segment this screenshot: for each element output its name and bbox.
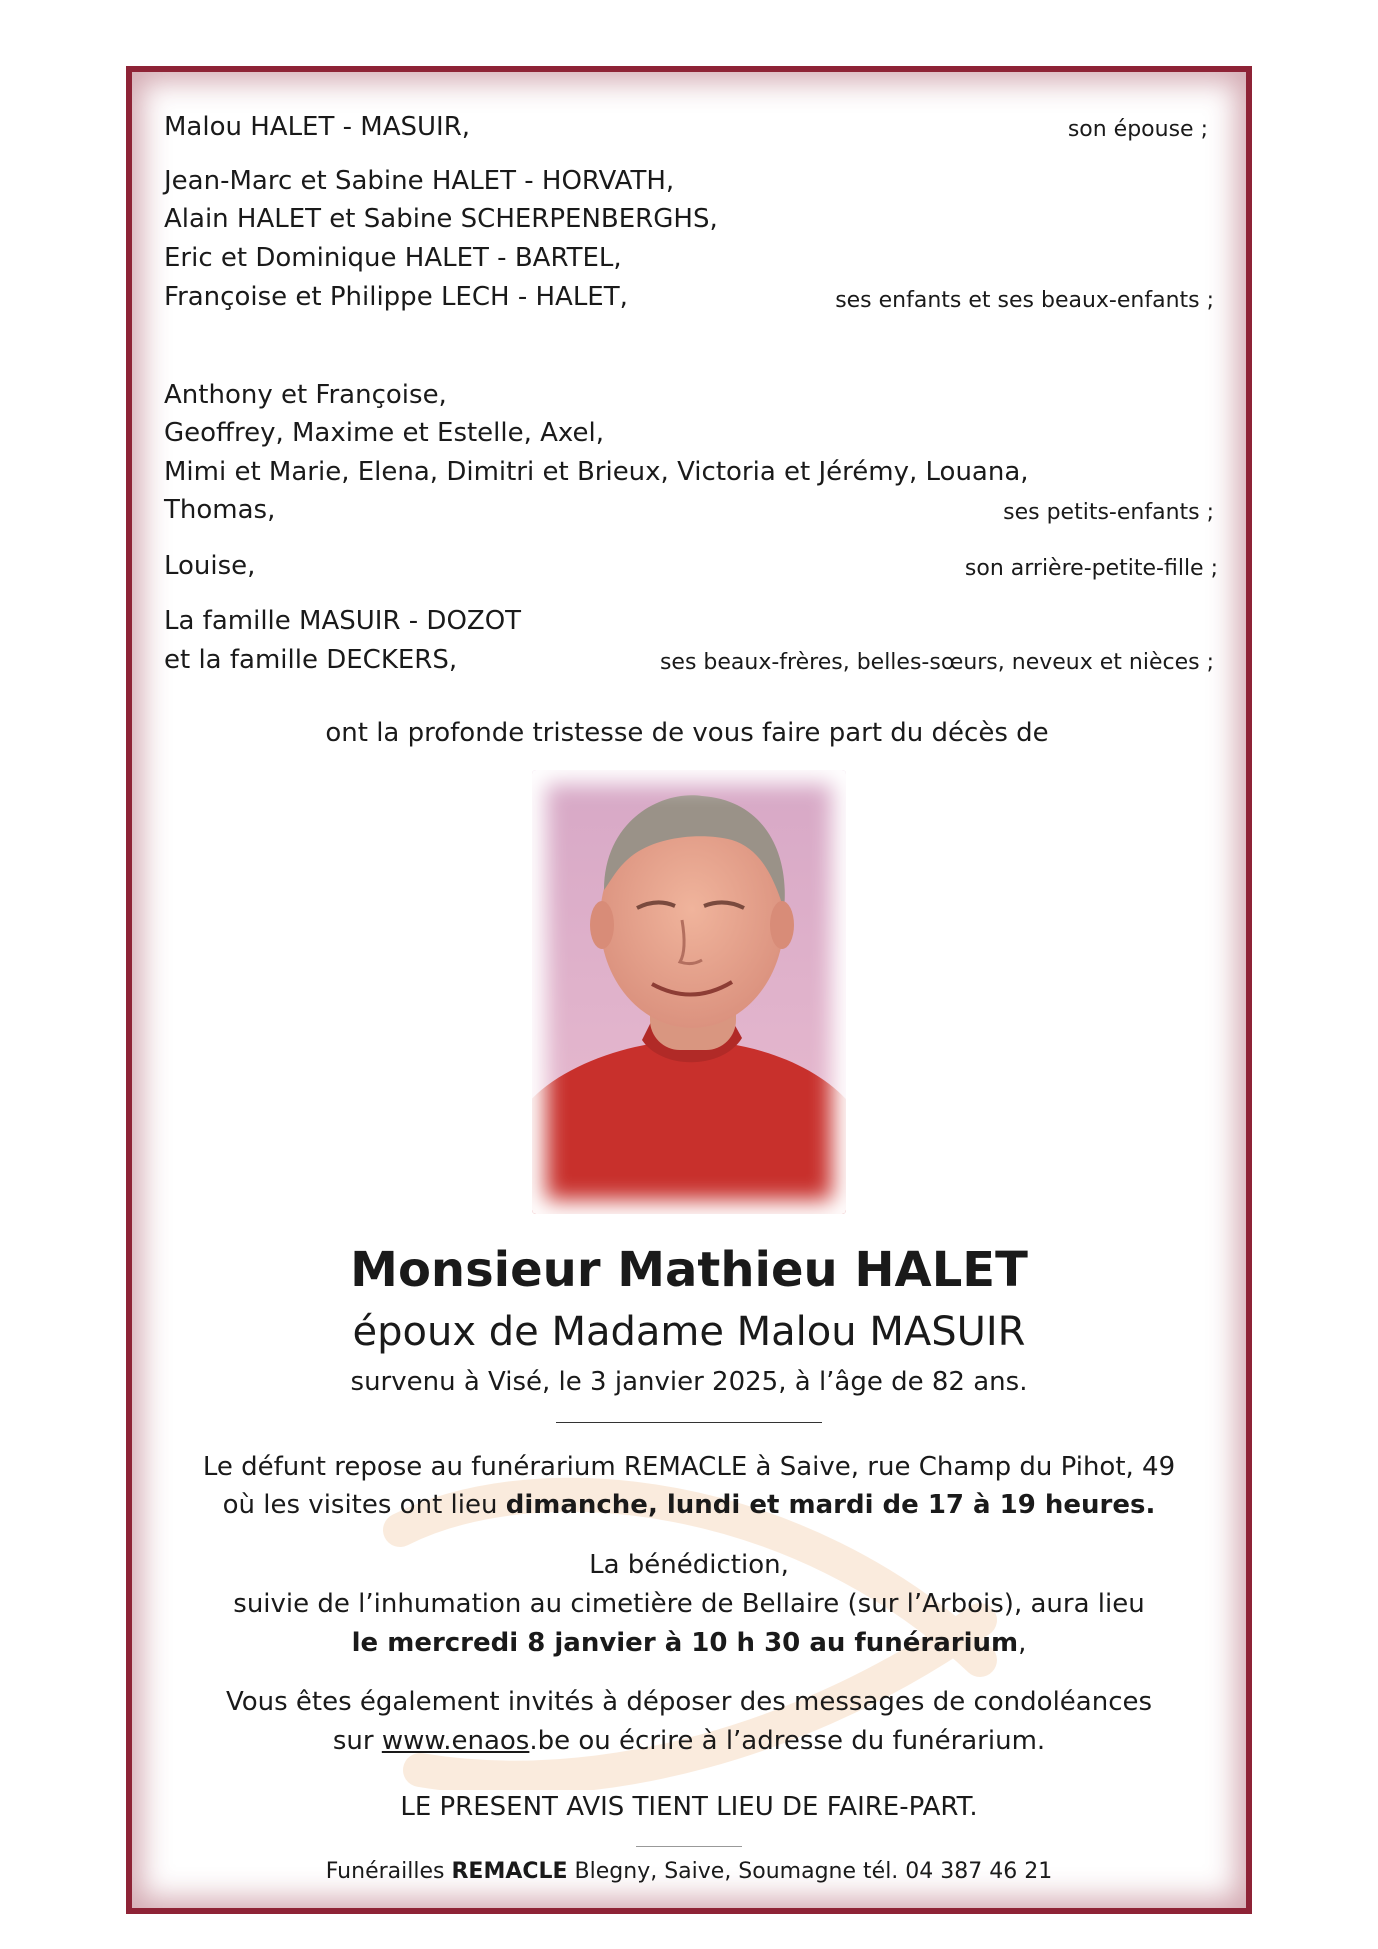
visitation-location: Le défunt repose au funérarium REMACLE à Saive, rue Champ du Pihot, 49 [202, 1452, 1176, 1482]
in-laws-line-1: La famille MASUIR - DOZOT [164, 606, 522, 636]
grandchild-line-1: Anthony et Françoise, [164, 380, 447, 410]
announcement-text: ont la profonde tristesse de vous faire part du décès de [325, 718, 1049, 748]
footer-suffix: Blegny, Saive, Soumagne tél. 04 387 46 21 [567, 1859, 1053, 1884]
footer-prefix: Funérailles [325, 1859, 452, 1884]
enaos-link[interactable]: www.enaos [381, 1726, 530, 1756]
condolences-prefix: sur [332, 1726, 382, 1756]
grandchildren-role: ses petits-enfants ; [1003, 500, 1214, 525]
portrait-photo [532, 770, 846, 1214]
great-grandchild-name: Louise, [164, 551, 256, 581]
ceremony-line-2: suivie de l’inhumation au cimetière de Bellaire (sur l’Arbois), aura lieu [233, 1589, 1145, 1619]
visitation-hours-bold: dimanche, lundi et mardi de 17 à 19 heures. [505, 1490, 1156, 1520]
footer-brand: REMACLE [451, 1859, 568, 1884]
death-details: survenu à Visé, le 3 janvier 2025, à l’âge de 82 ans. [350, 1367, 1028, 1397]
ceremony-line-1: La bénédiction, [589, 1550, 789, 1580]
deceased-spouse-line: époux de Madame Malou MASUIR [352, 1309, 1026, 1355]
spouse-name: Malou HALET - MASUIR, [164, 112, 471, 142]
grandchild-line-3: Mimi et Marie, Elena, Dimitri et Brieux, Victoria et Jérémy, Louana, [164, 457, 1029, 487]
deceased-name: Monsieur Mathieu HALET [350, 1242, 1028, 1298]
child-line-1: Jean-Marc et Sabine HALET - HORVATH, [164, 166, 675, 196]
in-laws-role: ses beaux-frères, belles-sœurs, neveux et nièces ; [659, 650, 1214, 675]
children-role: ses enfants et ses beaux-enfants ; [835, 288, 1214, 313]
ceremony-date-suffix: , [1018, 1628, 1027, 1658]
grandchild-line-4: Thomas, [164, 495, 276, 525]
visitation-hours-prefix: où les visites ont lieu [222, 1490, 506, 1520]
child-line-4: Françoise et Philippe LECH - HALET, [164, 282, 628, 312]
in-laws-line-2: et la famille DECKERS, [164, 645, 458, 675]
ceremony-date [0, 1624, 1378, 1662]
condolences-line-1: Vous êtes également invités à déposer des messages de condoléances [225, 1687, 1153, 1717]
great-grandchild-role: son arrière-petite-fille ; [964, 556, 1218, 581]
faire-part-notice: LE PRESENT AVIS TIENT LIEU DE FAIRE-PART. [400, 1792, 978, 1822]
child-line-2: Alain HALET et Sabine SCHERPENBERGHS, [164, 204, 718, 234]
visitation-hours [0, 1486, 1378, 1524]
child-line-3: Eric et Dominique HALET - BARTEL, [164, 243, 622, 273]
section-divider [556, 1422, 822, 1423]
spouse-role: son épouse ; [1067, 117, 1208, 142]
condolences-suffix: .be ou écrire à l’adresse du funérarium. [529, 1726, 1046, 1756]
footer-divider [636, 1846, 742, 1847]
grandchild-line-2: Geoffrey, Maxime et Estelle, Axel, [164, 418, 605, 448]
condolences-line-2 [0, 1722, 1378, 1760]
ceremony-date-bold: le mercredi 8 janvier à 10 h 30 au funérarium [351, 1628, 1019, 1658]
photo-vignette [532, 770, 846, 1214]
funeral-home-footer [0, 1856, 1378, 1888]
